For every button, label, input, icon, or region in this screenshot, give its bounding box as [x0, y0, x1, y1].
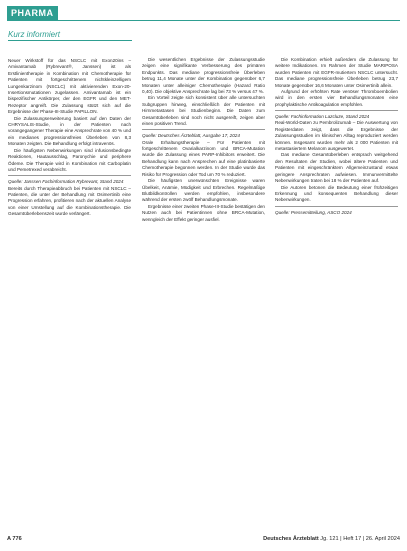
col3-paragraph-5: Die Autoren betonen die Bedeutung einer frühzeitigen Erkennung und konsequenten Behandlung dieser Nebenwirkungen. [275, 184, 398, 203]
col1-paragraph-3: Die häufigsten Nebenwirkungen sind infusionsbedingte Reaktionen, Hautausschlag, Paronychie und periphere Ödeme. Die Therapie wird in Kombination mit Carboplatin und Pemetrexed verabreicht. [8, 147, 131, 172]
column-3 [275, 57, 398, 216]
col2-paragraph-1: Die wesentlichen Ergebnisse der Zulassungsstudie zeigen eine signifikante Verbesserung des primären Endpunkts. Das mediane progressionsfreie Überleben betrug 11,4 Monate unter der Kombination gegenüber 6,7 Monaten unter alleiniger Chemotherapie (Hazard Ratio 0,40). Die objektive Ansprechrate lag bei 73 % versus 47 %. [142, 57, 265, 95]
col3-paragraph-3: Real-World-Daten zu Pembrolizumab – Die Auswertung von Registerdaten zeigt, dass die Ergebnisse der Zulassungsstudien im klinischen Alltag reproduziert werden können. Insgesamt wurden mehr als 2 000 Patienten mit metastasiertem Melanom ausgewertet. [275, 120, 398, 152]
header-rule [7, 20, 400, 21]
section-label: PHARMA [7, 6, 58, 20]
col3-source-1: Quelle: Fachinformation Lazcluze, Stand 2024 [275, 114, 370, 120]
col1-paragraph-4: Bereits durch Therapieabbruch bei Patienten mit NSCLC – Patienten, die unter der Behandlung mit Osimertinib eine Progression erfahren, profitieren nach der aktuellen Analyse von einer Umstellung auf die Kombinationstherapie. Die Gesamtüberlebenszeit wurde verlängert. [8, 185, 131, 217]
journal-info [263, 536, 400, 542]
col2-paragraph-3: Orale Erhaltungstherapie – Für Patienten mit fortgeschrittenem Ovarialkarzinom und BRCA-Mutation wurde die Zulassung eines PARP-Inhibitors erweitert. Die Behandlung kann nach Ansprechen auf eine platinbasierte Chemotherapie begonnen werden. In der Studie wurde das Risiko für Progression oder Tod um 70 % reduziert. [142, 139, 265, 177]
col1-paragraph-2: Die Zulassungserweiterung basiert auf den Daten der CHRYSALIS-Studie, in der Patienten nach vorangegangener Therapie eine Ansprechrate von 40 % und ein medianes progressionsfreies Überleben von 8,3 Monaten zeigten. Die Behandlung erfolgt intravenös. [8, 115, 132, 147]
col3-paragraph-4: Das mediane Gesamtüberleben entsprach weitgehend den Resultaten der Studien, wobei ältere Patienten und Patienten mit eingeschränktem Allgemeinzustand etwas geringere Ansprechraten aufwiesen. Immunvermittelte Nebenwirkungen traten bei 18 % der Patienten auf. [275, 152, 398, 184]
box-title: Kurz informiert [8, 30, 61, 39]
journal-name: Deutsches Ärzteblatt [263, 536, 319, 542]
col2-source: Quelle: Deutsches Ärzteblatt, Ausgabe 17, 2024 [142, 133, 240, 139]
page-number: A 776 [7, 536, 22, 542]
column-2 [142, 57, 265, 223]
col2-source-rule [142, 129, 265, 130]
page-header [7, 6, 400, 22]
col1-source: Quelle: Janssen Fachinformation Rybrevant, Stand 2024 [8, 179, 124, 185]
col2-paragraph-2: Ein Vorteil zeigte sich konsistent über alle untersuchten Subgruppen hinweg, einschließlich der Patienten mit Hirnmetastasen bei Studienbeginn. Die Daten zum Gesamtüberleben sind noch nicht ausgereift, zeigen aber einen positiven Trend. [142, 95, 265, 127]
col3-paragraph-2: Aufgrund der erhöhten Rate venöser Thromboembolien wird in den ersten vier Behandlungsmonaten eine prophylaktische Antikoagulation empfohlen. [275, 89, 398, 107]
journal-issue: Jg. 121 | Heft 17 | 26. April 2024 [320, 536, 400, 542]
col3-source-rule-2 [275, 206, 398, 207]
col2-paragraph-5: Ergebnisse einer zweiten Phase-III-Studie bestätigen den Nutzen auch bei Patientinnen ohne BRCA-Mutation, wenngleich der Effekt geringer ausfiel. [142, 203, 265, 222]
col3-paragraph-1: Die Kombination erhielt außerdem die Zulassung für weitere Indikationen. Im Rahmen der Studie MARIPOSA wurden Patienten mit EGFR-mutiertem NSCLC untersucht. Das mediane progressionsfreie Überleben betrug 23,7 Monate gegenüber 16,6 Monaten unter Osimertinib allein. [275, 57, 398, 88]
page-footer [7, 536, 400, 546]
col2-paragraph-4: Die häufigsten unerwünschten Ereignisse waren Übelkeit, Anämie, Müdigkeit und Erbrechen. Regelmäßige Blutbildkontrollen werden empfohlen, insbesondere während der ersten zwölf Behandlungsmonate. [142, 178, 265, 203]
col1-paragraph-1: Neuer Wirkstoff für das NSCLC mit Exon20ins – Amivantamab (Rybrevant®, Janssen) ist als Erstlinientherapie in Kombination mit Chemotherapie für Patienten mit fortgeschrittenem nichtkleinzelligem Lungenkarzinom (NSCLC) mit aktivierenden Exon-20-Insertionsmutationen zugelassen. Amivantamab ist ein bispezifischer Antikörper, der den EGFR und den MET-Rezeptor angreift. Die Zulassung stützt sich auf die Ergebnisse der Phase-III-Studie PAPILLON. [8, 58, 131, 115]
col1-source-rule [8, 175, 131, 176]
col3-source-2: Quelle: Pressemitteilung, ASCO 2024 [275, 209, 352, 215]
col3-source-rule [275, 110, 398, 111]
box-rule [8, 40, 132, 41]
column-1 [8, 58, 131, 218]
